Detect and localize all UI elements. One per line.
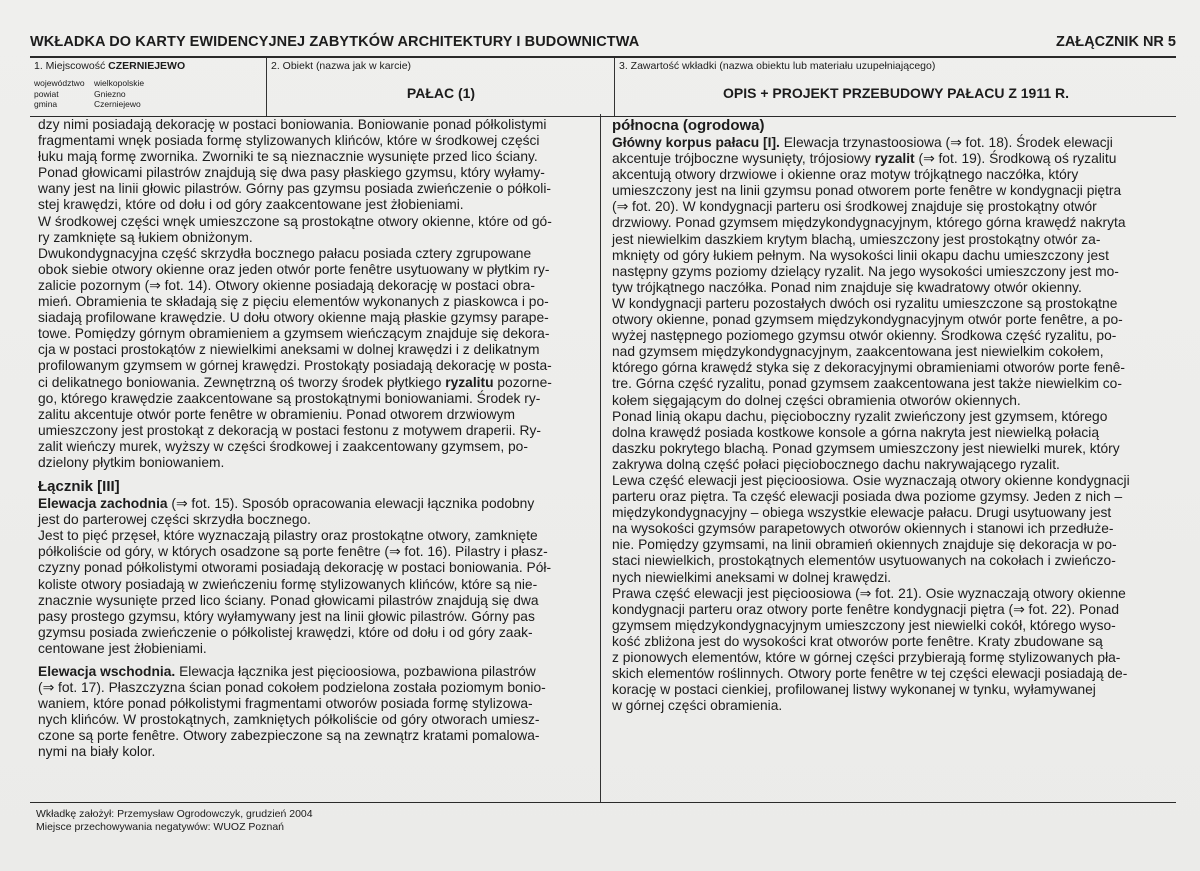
contents-cell [614,58,1177,116]
commune-label: gmina [34,99,58,109]
paragraph: W środkowej części wnęk umieszczone są prostokątne otwory okienne, które od gó- ry zamknięte są łukiem obniżonym. [38,213,552,245]
commune-value: Czerniejewo [94,99,141,109]
text-run: Elewacja łącznika jest pięcioosiowa, pozbawiona pilastrów (⇒ fot. 17). Płaszczyzna ścian ponad cokołem podzielona została poziomym bonio- waniem, które ponad półkolistymi fragmentami otworów posiada formę stylizowa- nych klińców. W prostokątnych, zamkniętych półkoliście od góry otworach umiesz- czone są porte fenêtre. Otwory zabezpieczone są na zewnątrz kratami pomalowa- nymi na biały kolor. [38,664,546,760]
bold-term: ryzalitu [445,374,494,390]
paragraph [612,135,1172,296]
paragraph: Jest to pięć przęseł, które wyznaczają pilastry oraz prostokątne otwory, zamknięte półkoliście od góry, w których osadzone są porte fenêtre (⇒ fot. 16). Pilastry i płasz- czyzny ponad półkolistymi otworami posiadają dekorację w postaci boniowania. Pół- koliste otwory posiadają w zwieńczeniu formę stylizowanych klińców, które są nie- znacznie wysunięte przed lico ściany. Ponad głowicami pilastrów znajdują się dwa pasy prostego gzymsu, który wyłamywany jest na linii głowic pilastrów. Górny pas gzymsu posiada zwieńczenie o półkolistej krawędzi, które od dołu i od góry zaak- centowane jest żłobieniami. [38,528,552,656]
section-heading-connector: Łącznik [III] [38,478,120,496]
county-label: powiat [34,88,59,99]
contents-value: OPIS + PROJEKT PRZEBUDOWY PAŁACU Z 1911 R. [722,85,1070,101]
object-value: PAŁAC (1) [406,85,476,101]
voivodeship-value: wielkopolskie [94,78,145,88]
text-run: Dwukondygnacyjna część skrzydła bocznego pałacu posiada cztery zgrupowane obok siebie otwory okienne oraz jeden otwór porte fenêtre usytuowany w płytkim ry- zalicie pozornym (⇒ fot. 14). Otwory okienne posiadają dekorację w postaci obra- mień. Obramienia te składają się z pięciu elementów wykonanych z piaskowca i po- siadają profilowane krawędzie. U dołu otwory okienne mają płaskie gzymsy parape- towe. Pomiędzy górnym obramieniem a gzymsem wieńczącym znajduje się dekora- cja w postaci prostokątów z niewielkimi aneksami w dolnej krawędzi i z delikatnym profilowanym gzymsem w górnej krawędzi. Prostokąty posiadają dekorację w posta- ci delikatnego boniowania. Zewnętrzną oś tworzy środek płytkiego [38,245,552,390]
paragraph [38,496,582,528]
header [30,34,1176,56]
column-divider [600,114,601,802]
text-run: (⇒ fot. 15). Sposób opracowania elewacji łącznika podobny jest do parterowej części skrzydła bocznego. [38,496,535,528]
text-run: (⇒ fot. 19). Środkową oś ryzalitu akcentują otwory drzwiowe i okienne oraz motyw trójkątnego naczółka, który umieszczony jest na linii gzymsu ponad otworem porte fenêtre w kondygnacji piętra (⇒ fot. 20). W kondygnacji parteru osi środkowej znajduje się prostokątny otwór drzwiowy. Ponad gzymsem międzykondygnacyjnym, którego górna krawędź nakryta jest niewielkim daszkiem krytym blachą, umieszczony jest prostokątny otwór za- mknięty od góry łukiem pełnym. Na wysokości linii okapu dachu umieszczony jest następny gzyms poziomy dzielący ryzalit. Na jego wysokości umieszczony jest mo- tyw trójkątnego naczółka. Ponad nim znajduje się kwadratowy otwór okienny. [612,151,1126,295]
place-value: CZERNIEJEWO [108,60,186,72]
left-column [38,117,582,761]
right-column [612,117,1172,714]
location-details [34,78,144,110]
object-cell [266,58,615,116]
county-value: Gniezno [94,88,126,99]
contents-label: 3. Zawartość wkładki (nazwa obiektu lub materiału uzupełniającego) [619,60,936,72]
subheading-main-body: Główny korpus pałacu [I]. [612,135,780,150]
spacer [38,657,582,664]
section-heading-north: północna (ogrodowa) [612,117,765,134]
bold-term: ryzalit [874,151,915,167]
subheading-east: Elewacja wschodnia. [38,664,176,679]
subheading-west: Elewacja zachodnia [38,496,168,512]
paragraph: dzy nimi posiadają dekorację w postaci boniowania. Boniowanie ponad półkolistymi fragmentami wnęk posiada formę stylizowanych klińców, które w środkowej części łuku mają formę zwornika. Zworniki te są nieznacznie wysunięte przed lico ściany. Ponad głowicami pilastrów znajdują się dwa pasy płaskiego gzymsu, który wyłamy- wany jest na linii głowic pilastrów. Górny pas gzymsu posiada zwieńczenie o półkoli- stej krawędzi, które od dołu i od góry zaakcentowane jest żłobieniami. [38,117,552,213]
location-cell [30,58,264,116]
annex-number: ZAŁĄCZNIK NR 5 [1055,34,1176,50]
footer-storage: Miejsce przechowywania negatywów: WUOZ Poznań [36,821,285,833]
object-label: 2. Obiekt (nazwa jak w karcie) [271,60,412,72]
text-run: Elewacja trzynastoosiowa (⇒ fot. 18). Środek elewacji akcentuje trójboczne wysunięty, trójosiowy [612,135,1113,167]
paragraph [38,664,582,761]
footer-divider [30,802,1176,803]
paragraph: Ponad linią okapu dachu, pięcioboczny ryzalit zwieńczony jest gzymsem, którego dolna krawędź posiada kostkowe konsole a górna nakryta jest niewielką połacią daszku pokrytego blachą. Ponad gzymsem umieszczony jest niewielki murek, który zakrywa dolną część połaci pięciobocznego dachu nakrywającego ryzalit. [612,408,1120,472]
paragraph: Prawa część elewacji jest pięcioosiowa (⇒ fot. 21). Osie wyznaczają otwory okienne kondygnacji parteru oraz otwory porte fenêtre kondygnacji piętra (⇒ fot. 22). Ponad gzymsem międzykondygnacyjnym umieszczony jest niewielki cokół, którego wyso- kość zbliżona jest do wysokości krat otworów porte fenêtre. Kraty zbudowane są z pionowych elementów, które w górnej części przybierają formę stylizowanych pła- skich elementów roślinnych. Otwory porte fenêtre w tej części elewacji posiadają de- korację w postaci cienkiej, profilowanej listwy wykonanej w tynku, wyłamywanej w górnej części obramienia. [612,585,1128,714]
paragraph [38,246,582,471]
place-label: 1. Miejscowość [34,60,106,72]
spacer [38,471,582,478]
paragraph: Lewa część elewacji jest pięcioosiowa. Osie wyznaczają otwory okienne kondygnacji parteru oraz piętra. Ta część elewacji posiada dwa poziome gzymsy. Jeden z nich – międzykondygnacyjny – obiega wszystkie elewacje pałacu. Drugi usytuowany jest na wysokości gzymsów parapetowych otworów okiennych i stanowi ich przedłuże- nie. Pomiędzy gzymsami, na linii obramień okiennych znajduje się dekoracja w po- staci niewielkich, prostokątnych elementów usytuowanych na cokołach i zwieńczo- nych niewielkimi aneksami w dolnej krawędzi. [612,472,1130,585]
text-run: pozorne- go, którego krawędzie zaakcentowane są prostokątnymi boniowaniami. Środek ry- zalitu akcentuje otwór porte fenêtre w obramieniu. Ponad otworem drzwiowym umieszczony jest prostokąt z dekoracją w postaci festonu z motywem draperii. Ry- zalit wieńczy murek, wyższy w części środkowej i zaakcentowany gzymsem, po- dzielony płytkim boniowaniem. [38,374,552,470]
document-title: WKŁADKA DO KARTY EWIDENCYJNEJ ZABYTKÓW ARCHITEKTURY I BUDOWNICTWA [30,34,640,50]
voivodeship-label: województwo [34,78,85,88]
paragraph: W kondygnacji parteru pozostałych dwóch osi ryzalitu umieszczone są prostokątne otwory okienne, ponad gzymsem międzykondygnacyjnym otwór porte fenêtre, a po- wyżej następnego poziomego gzymsu otwór okienny. Środkowa część ryzalitu, po- nad gzymsem międzykondygnacyjnym, zaakcentowana jest niewielkim cokołem, którego górna krawędź styka się z dekoracyjnymi obramieniami otworów porte fenê- tre. Górna część ryzalitu, ponad gzymsem zaakcentowana jest także niewielkim co- kołem sięgającym do dolnej części obramienia otworów okiennych. [612,295,1126,408]
footer [36,808,313,834]
metadata-table [30,56,1176,117]
footer-author: Wkładkę założył: Przemysław Ogrodowczyk, grudzień 2004 [36,808,313,820]
